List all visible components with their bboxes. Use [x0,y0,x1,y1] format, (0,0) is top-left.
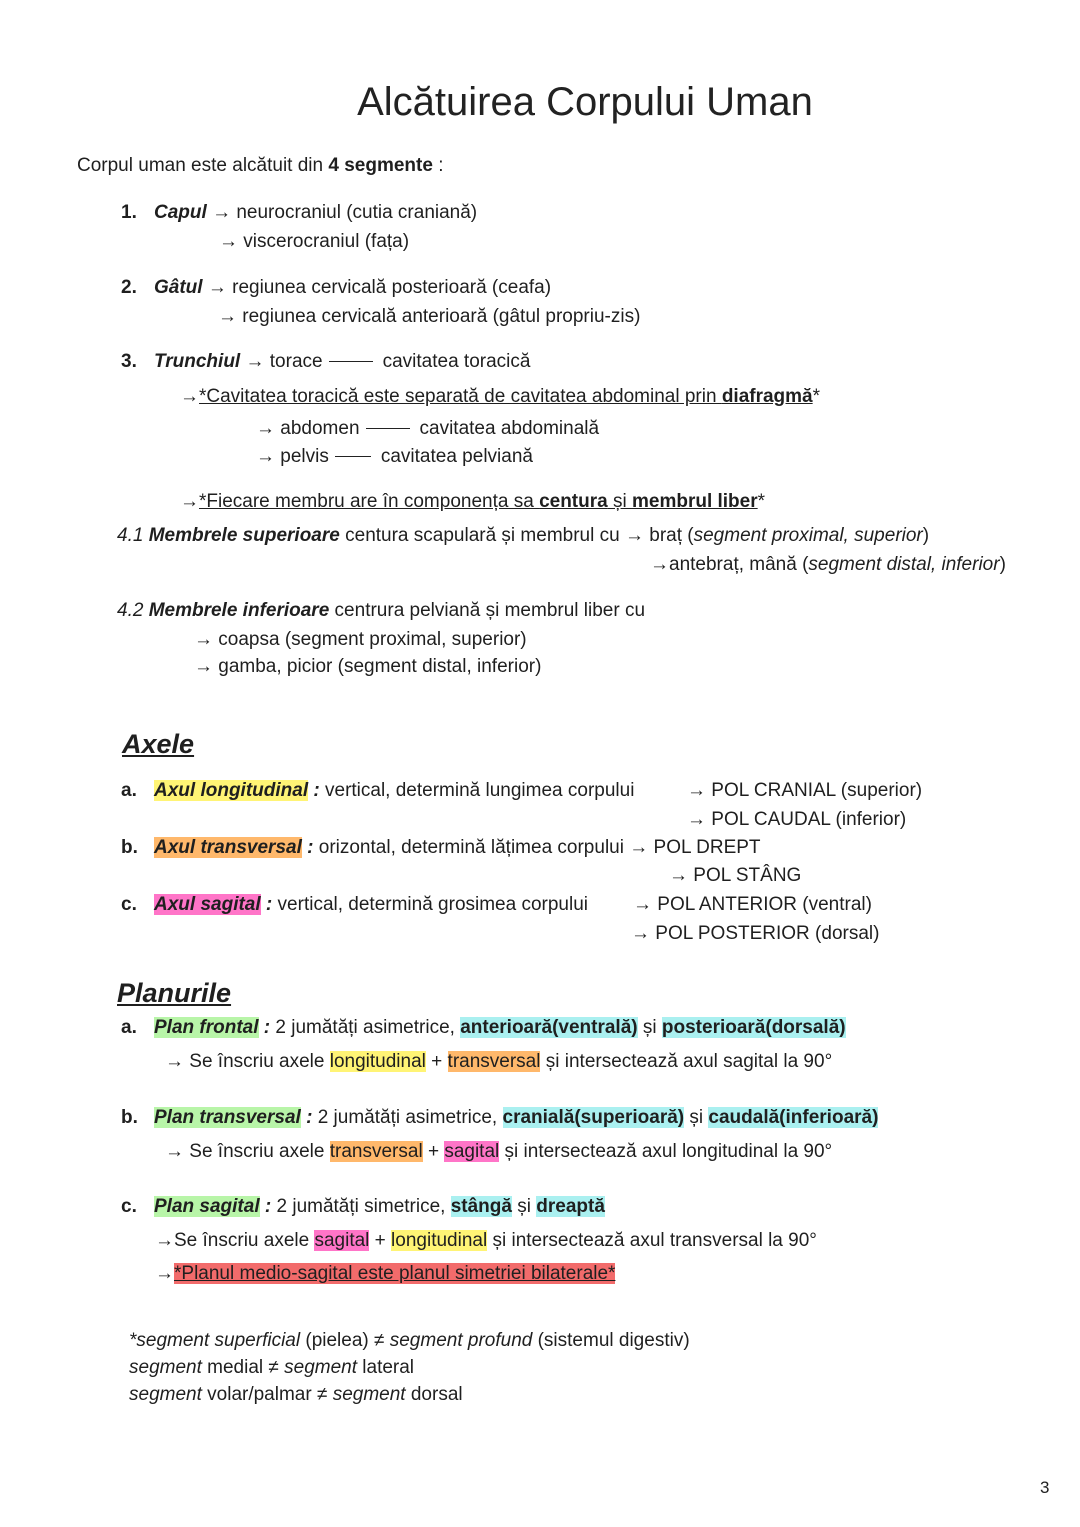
segment-3-number: 3. [121,351,137,372]
diafragma-note [180,385,820,409]
plan-b-colon: : [300,1107,313,1128]
axele-heading: Axele [122,729,195,759]
footer-1-a: *segment superficial [129,1330,301,1351]
plus-sign: + [369,1230,392,1251]
axa-a-letter: a. [121,780,137,801]
segment-1-line-b [219,230,409,254]
plan-b-axes-pre: Se înscriu axele [189,1141,330,1162]
pol-posterior-line [631,922,879,946]
antebrat-line: →antebraț, mână (segment distal, inferior) [650,554,1006,575]
cavitate-toracica: cavitatea toracică [382,351,531,372]
segment-4-1-line: 4.1 Membrele superioare centura scapulară și membrul cu → braț (segment proximal, superior) [117,525,930,546]
plan-c-axis-2: longitudinal [391,1230,488,1251]
segment-2-name: Gâtul [154,277,203,298]
axa-b-name: Axul transversal [154,837,302,858]
segment-4-2-line [117,599,645,623]
diafragma-bold: diafragmă [721,386,813,407]
axa-b-letter: b. [121,837,138,858]
connector-line [366,428,410,429]
footer-line-1 [129,1329,690,1353]
axa-a-colon: : [308,780,320,801]
connector-line [329,361,373,362]
plan-c-axes-post: și intersectează axul transversal la 90° [487,1230,817,1251]
pol-stang: POL STÂNG [693,865,802,886]
plan-a-axis-2: transversal [447,1051,541,1072]
not-equal-icon: ≠ [316,1384,328,1405]
segment-1-number: 1. [121,202,137,223]
plan-b-axes-line [165,1140,832,1164]
page-title: Alcătuirea Corpului Uman [357,80,813,124]
asterisk: * [757,491,766,512]
segment-4-1-text: centura scapulară și membrul cu [339,525,620,546]
connector-line [335,456,371,457]
arrow-icon: → [219,231,238,252]
plan-c-text: 2 jumătăți simetrice, [271,1196,451,1217]
plus-sign: + [425,1051,448,1072]
plan-b-half-1: cranială(superioară) [502,1107,685,1128]
plus-sign: + [422,1141,445,1162]
plan-c-axes-line [155,1229,817,1253]
plan-c-half-1: stângă [450,1196,512,1217]
planurile-heading: Planurile [117,978,232,1008]
segment-2-number: 2. [121,277,137,298]
plan-b-axes-post: și intersectează axul longitudinal la 90° [499,1141,833,1162]
footer-2-c: segment [278,1357,357,1378]
plan-a-line [121,1016,846,1040]
axa-c-letter: c. [121,894,137,915]
plan-c-colon: : [259,1196,272,1217]
membru-note [180,490,765,514]
segment-4-2-name: Membrele inferioare [148,600,330,621]
arrow-icon: → [633,894,652,915]
segment-3-line [121,350,530,374]
arrow-icon: → [165,1141,184,1162]
torace-label: torace [269,351,323,372]
pelvis-label: pelvis [280,446,329,467]
abdomen-line [256,417,599,441]
arrow-icon: → [687,780,706,801]
arrow-icon: → [194,629,213,650]
arrow-icon: → [245,351,265,372]
pol-caudal-line [687,808,906,832]
footer-line-2 [129,1356,414,1380]
diafragma-note-text: *Cavitatea toracică este separată de cavitatea abdominal prin diafragmă [199,386,813,407]
axa-b-text: orizontal, determină lățimea corpului [313,837,624,858]
axa-c-line [121,893,588,917]
segment-4-1-name: Membrele superioare [148,525,340,546]
plan-a-half-2: posterioară(dorsală) [661,1017,846,1038]
arrow-icon: → [256,446,275,467]
axa-a-name: Axul longitudinal [154,780,309,801]
plan-c-line [121,1195,605,1219]
arrow-icon: → [624,525,644,546]
segment-2-part-a: regiunea cervicală posterioară (ceafa) [232,277,552,298]
medio-sagital-line [155,1262,615,1286]
antebrat-italic: segment distal, inferior [808,554,1000,575]
plan-a-text: 2 jumătăți asimetrice, [270,1017,461,1038]
footer-1-c: segment profund [384,1330,533,1351]
plan-a-letter: a. [121,1017,137,1038]
plan-c-axes-pre: Se înscriu axele [174,1230,315,1251]
plan-a-colon: : [258,1017,271,1038]
arrow-icon: → [180,491,199,512]
plan-b-letter: b. [121,1107,138,1128]
medio-sagital-note: *Planul medio-sagital este planul simetriei bilaterale* [174,1263,616,1284]
arrow-icon: → [212,202,232,223]
coapsa-line [194,628,527,652]
brat-italic: segment proximal, superior [693,525,923,546]
pol-cranial: POL CRANIAL (superior) [711,780,923,801]
pol-anterior: POL ANTERIOR (ventral) [657,894,872,915]
segment-1-line [121,201,477,225]
pol-stang-line [669,864,801,888]
membrul-liber-bold: membrul liber [631,491,758,512]
arrow-icon: → [194,656,213,677]
footer-1-d: (sistemul digestiv) [532,1330,690,1351]
footer-2-d: lateral [357,1357,415,1378]
footer-3-a: segment [129,1384,202,1405]
axa-b-colon: : [301,837,314,858]
footer-2-a: segment [129,1357,202,1378]
axa-b-line [121,836,761,860]
segment-4-2-text: centrura pelviană și membrul liber cu [329,600,646,621]
cavitate-pelviana: cavitatea pelviană [380,446,533,467]
arrow-icon: → [631,923,650,944]
antebrat-label: antebraț, mână [669,554,797,575]
plan-a-axis-1: longitudinal [329,1051,426,1072]
pol-cranial-line [687,779,922,803]
footer-line-3 [129,1383,463,1407]
footer-1-b: (pielea) [300,1330,375,1351]
abdomen-label: abdomen [280,418,360,439]
segment-2-line [121,276,551,300]
not-equal-icon: ≠ [268,1357,279,1378]
footer-3-c: segment [327,1384,406,1405]
arrow-icon: → [256,418,275,439]
arrow-icon: → [650,554,669,575]
segment-3-name: Trunchiul [154,351,241,372]
gamba-line [194,655,541,679]
arrow-icon: → [629,837,649,858]
plan-b-axis-2: sagital [444,1141,500,1162]
arrow-icon: → [669,865,688,886]
pol-posterior: POL POSTERIOR (dorsal) [655,923,880,944]
gamba-text: gamba, picior (segment distal, inferior) [218,656,542,677]
arrow-icon: → [155,1263,174,1284]
plan-b-half-2: caudală(inferioară) [708,1107,879,1128]
plan-a-axes-pre: Se înscriu axele [189,1051,330,1072]
intro-after: : [432,155,444,176]
not-equal-icon: ≠ [374,1330,385,1351]
axa-c-name: Axul sagital [154,894,261,915]
axa-c-text: vertical, determină grosimea corpului [272,894,589,915]
segment-1-part-a: neurocraniul (cutia craniană) [236,202,478,223]
footer-3-d: dorsal [405,1384,463,1405]
plan-c-letter: c. [121,1196,137,1217]
centura-bold: centura [539,491,608,512]
plan-b-text: 2 jumătăți asimetrice, [312,1107,503,1128]
plan-c-half-2: dreaptă [536,1196,605,1217]
coapsa-text: coapsa (segment proximal, superior) [218,629,527,650]
plan-c-and: și [511,1196,537,1217]
plan-c-axis-1: sagital [314,1230,370,1251]
plan-a-axes-line [165,1050,832,1074]
plan-a-axes-post: și intersectează axul sagital la 90° [540,1051,833,1072]
axa-c-colon: : [260,894,273,915]
brat-label: braț [649,525,682,546]
membru-note-text: *Fiecare membru are în componența sa centura și membrul liber [199,491,758,512]
footer-2-b: medial [201,1357,269,1378]
segment-2-part-b: regiunea cervicală anterioară (gâtul propriu-zis) [242,306,641,327]
pol-drept: POL DREPT [653,837,761,858]
segment-2-line-b [218,305,640,329]
arrow-icon: → [218,306,237,327]
segment-1-name: Capul [154,202,207,223]
axa-a-text: vertical, determină lungimea corpului [319,780,635,801]
arrow-icon: → [207,277,227,298]
plan-b-name: Plan transversal [154,1107,301,1128]
plan-b-and: și [684,1107,709,1128]
pol-anterior-line [633,893,872,917]
pelvis-line [256,445,533,469]
arrow-icon: → [165,1051,184,1072]
intro-bold: 4 segmente [328,155,433,176]
asterisk: * [812,386,821,407]
plan-a-and: și [637,1017,662,1038]
arrow-icon: → [687,809,706,830]
cavitate-abdominala: cavitatea abdominală [419,418,600,439]
plan-b-axis-1: transversal [329,1141,423,1162]
segment-4-2-number: 4.2 [117,600,144,621]
plan-a-half-1: anterioară(ventrală) [460,1017,638,1038]
pol-caudal: POL CAUDAL (inferior) [711,809,907,830]
segment-4-1-number: 4.1 [117,525,144,546]
plan-a-name: Plan frontal [154,1017,259,1038]
page-number: 3 [1040,1478,1050,1497]
footer-3-b: volar/palmar [201,1384,317,1405]
intro-text: Corpul uman este alcătuit din [77,155,329,176]
plan-c-name: Plan sagital [154,1196,260,1217]
segment-1-part-b: viscerocraniul (fața) [243,231,410,252]
intro-line [77,154,443,178]
arrow-icon: → [180,386,199,407]
arrow-icon: → [155,1230,174,1251]
axa-a-line [121,779,634,803]
plan-b-line [121,1106,878,1130]
